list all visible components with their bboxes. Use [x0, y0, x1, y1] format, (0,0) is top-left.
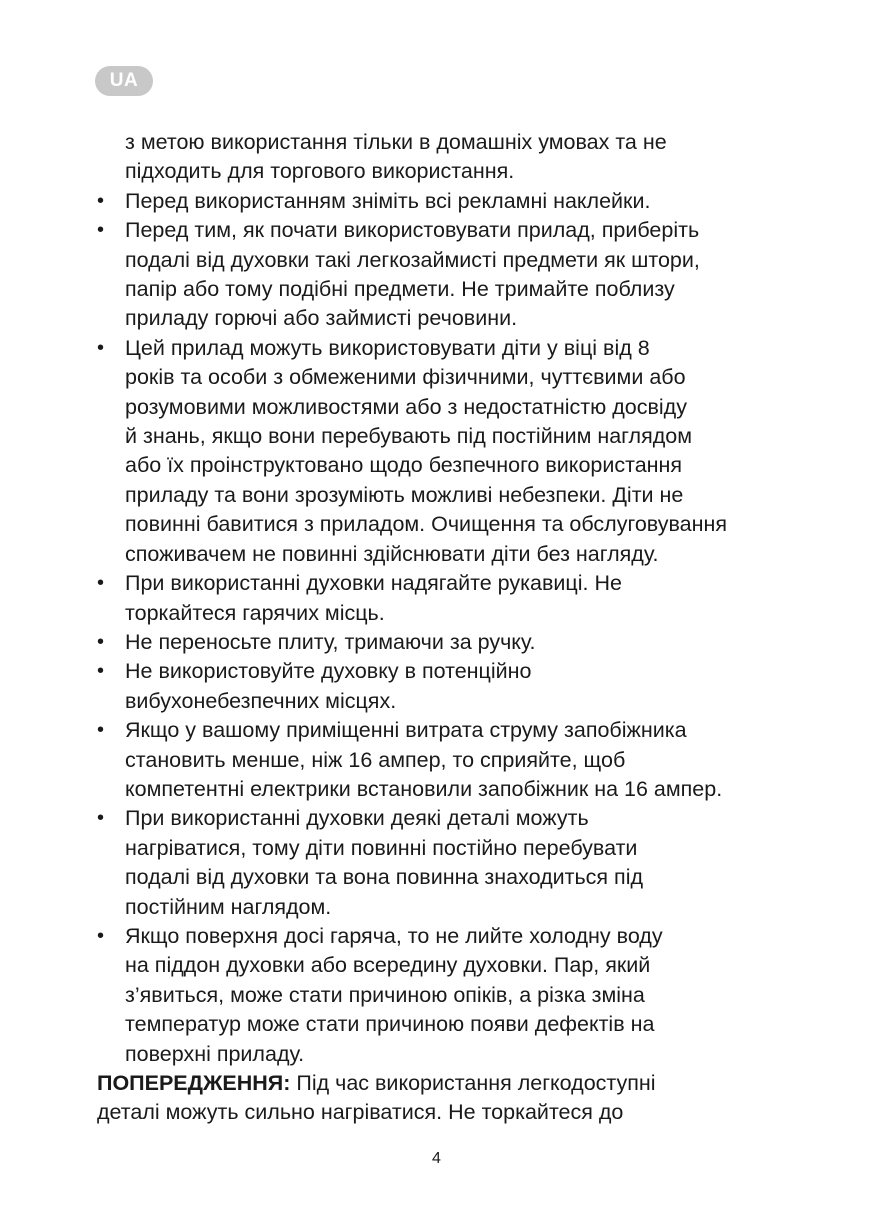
bullet-icon: •	[97, 630, 105, 653]
bullet-icon: •	[97, 719, 105, 742]
text-line: й знань, якщо вони перебувають під постійним наглядом	[125, 424, 693, 449]
warning-label: ПОПЕРЕДЖЕННЯ:	[97, 1071, 291, 1095]
bullet-item	[97, 716, 787, 804]
document-body	[97, 128, 787, 1128]
text-line: Не переносьте плиту, тримаючи за ручку.	[125, 629, 536, 654]
bullet-item	[97, 216, 787, 334]
text-line: на піддон духовки або всередину духовки. Пар, який	[125, 953, 651, 978]
text-line: подалі від духовки та вона повинна знаходиться під	[125, 865, 644, 890]
text-line: поверхні приладу.	[125, 1041, 305, 1066]
bullet-icon: •	[97, 660, 105, 683]
text-line: постійним наглядом.	[125, 894, 332, 919]
bullet-icon: •	[97, 336, 105, 359]
bullet-icon: •	[97, 572, 105, 595]
text-line: торкайтеся гарячих місць.	[125, 600, 385, 625]
text-line: Якщо у вашому приміщенні витрата струму запобіжника	[125, 718, 687, 743]
text-line: Перед тим, як почати використовувати прилад, приберіть	[125, 218, 700, 243]
text-line: Перед використанням зніміть всі рекламні наклейки.	[125, 188, 651, 213]
bullet-item	[97, 657, 787, 716]
text-line: з метою використання тільки в домашніх умовах та не	[125, 130, 667, 154]
bullet-icon: •	[97, 924, 105, 947]
text-line: приладу горючі або займисті речовини.	[125, 306, 518, 331]
bullet-icon: •	[97, 807, 105, 830]
text-line	[97, 1069, 787, 1098]
bullet-icon: •	[97, 189, 105, 212]
bullet-item	[97, 569, 787, 628]
text-line: становить менше, ніж 16 ампер, то сприяйте, щоб	[125, 747, 626, 772]
text-line: компетентні електрики встановили запобіжник на 16 ампер.	[125, 776, 723, 801]
bullet-item	[97, 334, 787, 569]
text-line: деталі можуть сильно нагріватися. Не торкайтеся до	[97, 1100, 624, 1125]
bullet-item	[97, 804, 787, 922]
bullet-icon: •	[97, 219, 105, 242]
continuation-paragraph	[125, 128, 787, 187]
warning-text: Під час використання легкодоступні	[290, 1071, 656, 1095]
language-badge: UA	[95, 66, 153, 96]
text-line: з’явиться, може стати причиною опіків, а різка зміна	[125, 982, 645, 1007]
text-line: або їх проінструктовано щодо безпечного використання	[125, 453, 683, 478]
text-line: температур може стати причиною появи дефектів на	[125, 1012, 655, 1037]
text-line: папір або тому подібні предмети. Не тримайте поблизу	[125, 277, 675, 302]
text-line: вибухонебезпечних місцях.	[125, 688, 397, 713]
text-line: подалі від духовки такі легкозаймисті предмети як штори,	[125, 247, 700, 272]
text-line: років та особи з обмеженими фізичними, чуттєвими або	[125, 365, 686, 390]
text-line: розумовими можливостями або з недостатністю досвіду	[125, 394, 687, 419]
text-line: споживачем не повинні здійснювати діти без нагляду.	[125, 541, 659, 566]
bullet-item	[97, 628, 787, 657]
text-line: нагріватися, тому діти повинні постійно перебувати	[125, 835, 638, 860]
text-line: Не використовуйте духовку в потенційно	[125, 659, 532, 684]
text-line: підходить для торгового використання.	[125, 159, 515, 184]
warning-paragraph	[97, 1069, 787, 1128]
text-line: Якщо поверхня досі гаряча, то не лийте холодну воду	[125, 923, 663, 948]
bullet-item	[97, 187, 787, 216]
text-line: При використанні духовки надягайте рукавиці. Не	[125, 571, 622, 596]
bullet-item	[97, 922, 787, 1069]
text-line: Цей прилад можуть використовувати діти у віці від 8	[125, 335, 650, 360]
text-line: повинні бавитися з приладом. Очищення та обслуговування	[125, 512, 727, 537]
page-number: 4	[432, 1150, 441, 1167]
text-line: приладу та вони зрозуміють можливі небезпеки. Діти не	[125, 482, 684, 507]
text-line: При використанні духовки деякі деталі можуть	[125, 806, 589, 831]
